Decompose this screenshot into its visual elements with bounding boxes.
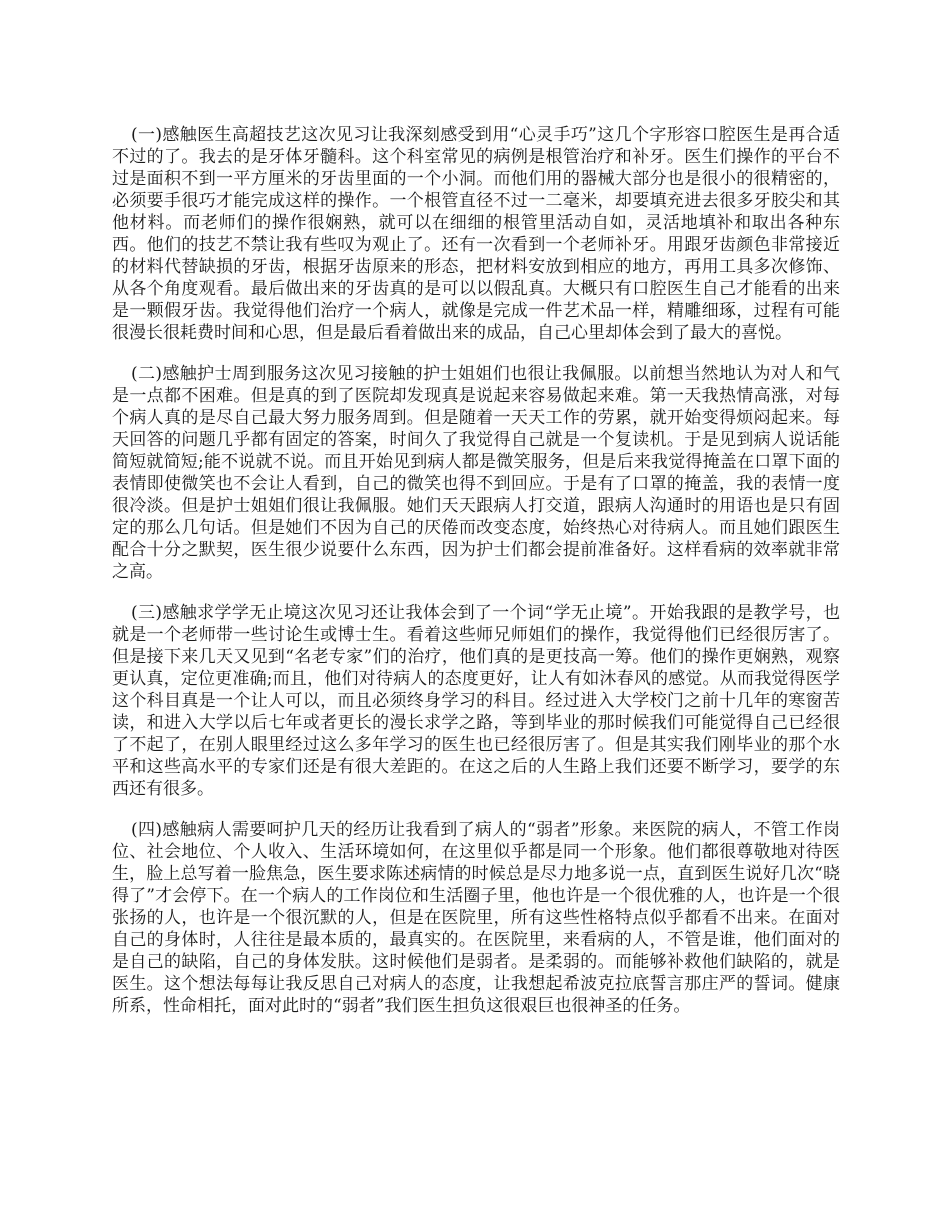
paragraph-endless-learning: (三)感触求学学无止境这次见习还让我体会到了一个词“学无止境”。开始我跟的是教学号，也就是一个老师带一些讨论生或博士生。看着这些师兄师姐们的操作，我觉得他们已经很厉害了。但是接下来几天又见到“名老专家”们的治疗，他们真的是更技高一筹。他们的操作更娴熟，观察更认真，定位更准确;而且，他们对待病人的态度更好，让人有如沐春风的感觉。从而我觉得医学这个科目真是一个让人可以，而且必须终身学习的科目。经过进入大学校门之前十几年的寒窗苦读，和进入大学以后七年或者更长的漫长求学之路，等到毕业的那时候我们可能觉得自己已经很了不起了，在别人眼里经过这么多年学习的医生也已经很厉害了。但是其实我们刚毕业的那个水平和这些高水平的专家们还是有很大差距的。在这之后的人生路上我们还要不断学习，要学的东西还有很多。 [112, 603, 840, 799]
paragraph-dentist-skill: (一)感触医生高超技艺这次见习让我深刻感受到用“心灵手巧”这几个字形容口腔医生是再合适不过的了。我去的是牙体牙髓科。这个科室常见的病例是根管治疗和补牙。医生们操作的平台不过是面积不到一平方厘米的牙齿里面的一个小洞。而他们用的器械大部分也是很小的很精密的，必须要手很巧才能完成这样的操作。一个根管直径不过一二毫米，却要填充进去很多牙胶尖和其他材料。而老师们的操作很娴熟，就可以在细细的根管里活动自如，灵活地填补和取出各种东西。他们的技艺不禁让我有些叹为观止了。还有一次看到一个老师补牙。用跟牙齿颜色非常接近的材料代替缺损的牙齿，根据牙齿原来的形态，把材料安放到相应的地方，再用工具多次修饰、从各个角度观看。最后做出来的牙齿真的是可以以假乱真。大概只有口腔医生自己才能看的出来是一颗假牙齿。我觉得他们治疗一个病人，就像是完成一件艺术品一样，精雕细琢，过程有可能很漫长很耗费时间和心思，但是最后看着做出来的成品，自己心里却体会到了最大的喜悦。 [112, 125, 840, 343]
paragraph-nurse-service: (二)感触护士周到服务这次见习接触的护士姐姐们也很让我佩服。以前想当然地认为对人和气是一点都不困难。但是真的到了医院却发现真是说起来容易做起来难。第一天我热情高涨，对每个病人真的是尽自己最大努力服务周到。但是随着一天天工作的劳累，就开始变得烦闷起来。每天回答的问题几乎都有固定的答案，时间久了我觉得自己就是一个复读机。于是见到病人说话能简短就简短;能不说就不说。而且开始见到病人都是微笑服务，但是后来我觉得掩盖在口罩下面的表情即使微笑也不会让人看到，自己的微笑也得不到回应。于是有了口罩的掩盖，我的表情一度很冷淡。但是护士姐姐们很让我佩服。她们天天跟病人打交道，跟病人沟通时的用语也是只有固定的那么几句话。但是她们不因为自己的厌倦而改变态度，始终热心对待病人。而且她们跟医生配合十分之默契，医生很少说要什么东西，因为护士们都会提前准备好。这样看病的效率就非常之高。 [112, 364, 840, 582]
paragraph-patient-care: (四)感触病人需要呵护几天的经历让我看到了病人的“弱者”形象。来医院的病人，不管工作岗位、社会地位、个人收入、生活环境如何，在这里似乎都是同一个形象。他们都很尊敬地对待医生，脸上总写着一脸焦急，医生要求陈述病情的时候总是尽力地多说一点，直到医生说好几次“晓得了”才会停下。在一个病人的工作岗位和生活圈子里，他也许是一个很优雅的人，也许是一个很张扬的人，也许是一个很沉默的人，但是在医院里，所有这些性格特点似乎都看不出来。在面对自己的身体时，人往往是最本质的，最真实的。在医院里，来看病的人，不管是谁，他们面对的是自己的缺陷，自己的身体发肤。这时候他们是弱者。是柔弱的。而能够补救他们缺陷的，就是医生。这个想法每每让我反思自己对病人的态度，让我想起希波克拉底誓言那庄严的誓词。健康所系，性命相托，面对此时的“弱者”我们医生担负这很艰巨也很神圣的任务。 [112, 820, 840, 1016]
document-body [112, 124, 840, 1036]
